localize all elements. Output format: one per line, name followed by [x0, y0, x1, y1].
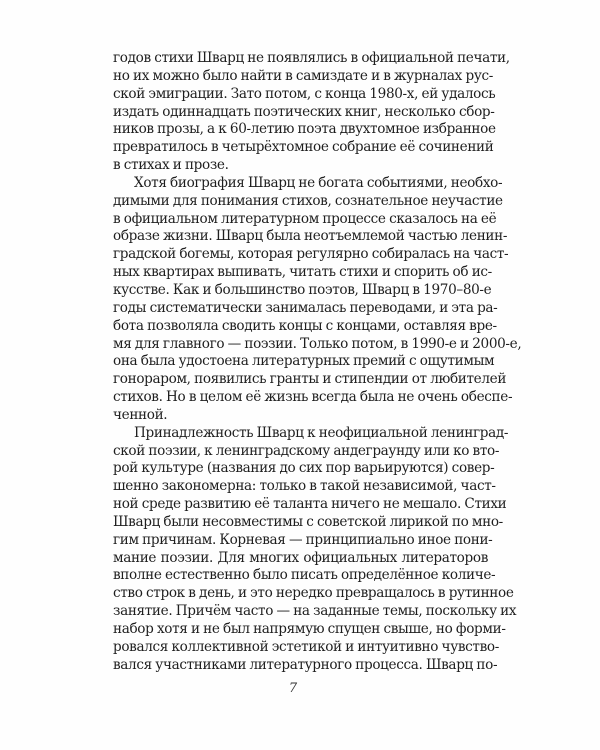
text-line: но их можно было найти в самиздате и в журналах рус- — [113, 67, 493, 84]
text-line: градской богемы, которая регулярно собиралась на част- — [113, 246, 509, 263]
text-line: бота позволяла сводить концы с концами, оставляя вре- — [113, 317, 497, 334]
text-line: ченной. — [113, 406, 168, 423]
text-line: димыми для понимания стихов, сознательное неучастие — [113, 192, 503, 209]
text-line: гонораром, появились гранты и стипендии от любителей — [113, 371, 507, 388]
text-line: превратилось в четырёхтомное собрание её сочинений — [113, 139, 494, 156]
page-number: 7 — [288, 681, 298, 696]
text-line: ровался коллективной эстетикой и интуитивно чувство- — [113, 638, 499, 655]
text-line: мание поэзии. Для многих официальных литераторов — [113, 549, 488, 566]
text-line: шенно закономерна: только в такой независимой, част- — [113, 478, 496, 495]
text-line: кусстве. Как и большинство поэтов, Шварц в 1970–80-е — [113, 281, 492, 298]
text-line: в стихах и прозе. — [113, 157, 229, 174]
text-line: гим причинам. Корневая — принципиально иное пони- — [113, 531, 493, 548]
text-line: ской эмиграции. Зато потом, с конца 1980-х, ей удалось — [113, 85, 496, 102]
text-line: ных квартирах выпивать, читать стихи и спорить об ис- — [113, 264, 492, 281]
text-line: ство строк в день, и это нередко превращалось в рутинное — [113, 585, 514, 602]
text-line: образе жизни. Шварц была неотъемлемой частью ленин- — [113, 228, 508, 245]
text-line: мя для главного — поэзии. Только потом, в 1990-е и 2000-е, — [113, 335, 522, 352]
text-line: ников прозы, а к 60-летию поэта двухтомное избранное — [113, 121, 496, 138]
text-line: Шварц были несовместимы с советской лирикой по мно- — [113, 513, 503, 530]
text-line: в официальном литературном процессе сказалось на её — [113, 210, 497, 227]
text-line: набор хотя и не был напрямую спущен свыше, но форми- — [113, 621, 506, 637]
paragraph-start-line: Хотя биография Шварц не богата событиями, необхо- — [134, 174, 503, 191]
text-line: годов стихи Шварц не появлялись в официальной печати, — [113, 50, 510, 66]
text-line: ной среде развитию её таланта ничего не мешало. Стихи — [113, 496, 507, 513]
text-line: занятие. Причём часто — на заданные темы, поскольку их — [113, 603, 517, 620]
text-line: издать одиннадцать поэтических книг, несколько сбор- — [113, 103, 495, 120]
text-line: она была удостоена литературных премий с ощутимым — [113, 353, 495, 370]
text-line: рой культуре (названия до сих пор варьируются) совер- — [113, 460, 495, 477]
text-line: годы систематически занималась переводами, и эта ра- — [113, 299, 498, 316]
body-text — [113, 50, 522, 675]
paragraph-start-line: Принадлежность Шварц к неофициальной ленинград- — [134, 424, 509, 441]
text-line: вполне естественно было писать определённое количе- — [113, 567, 496, 584]
text-line: стихов. Но в целом её жизнь всегда была не очень обеспе- — [113, 389, 513, 406]
text-line: ской поэзии, к ленинградскому андеграунду или ко вто- — [113, 442, 500, 459]
text-line: вался участниками литературного процесса. Шварц по- — [113, 656, 498, 673]
